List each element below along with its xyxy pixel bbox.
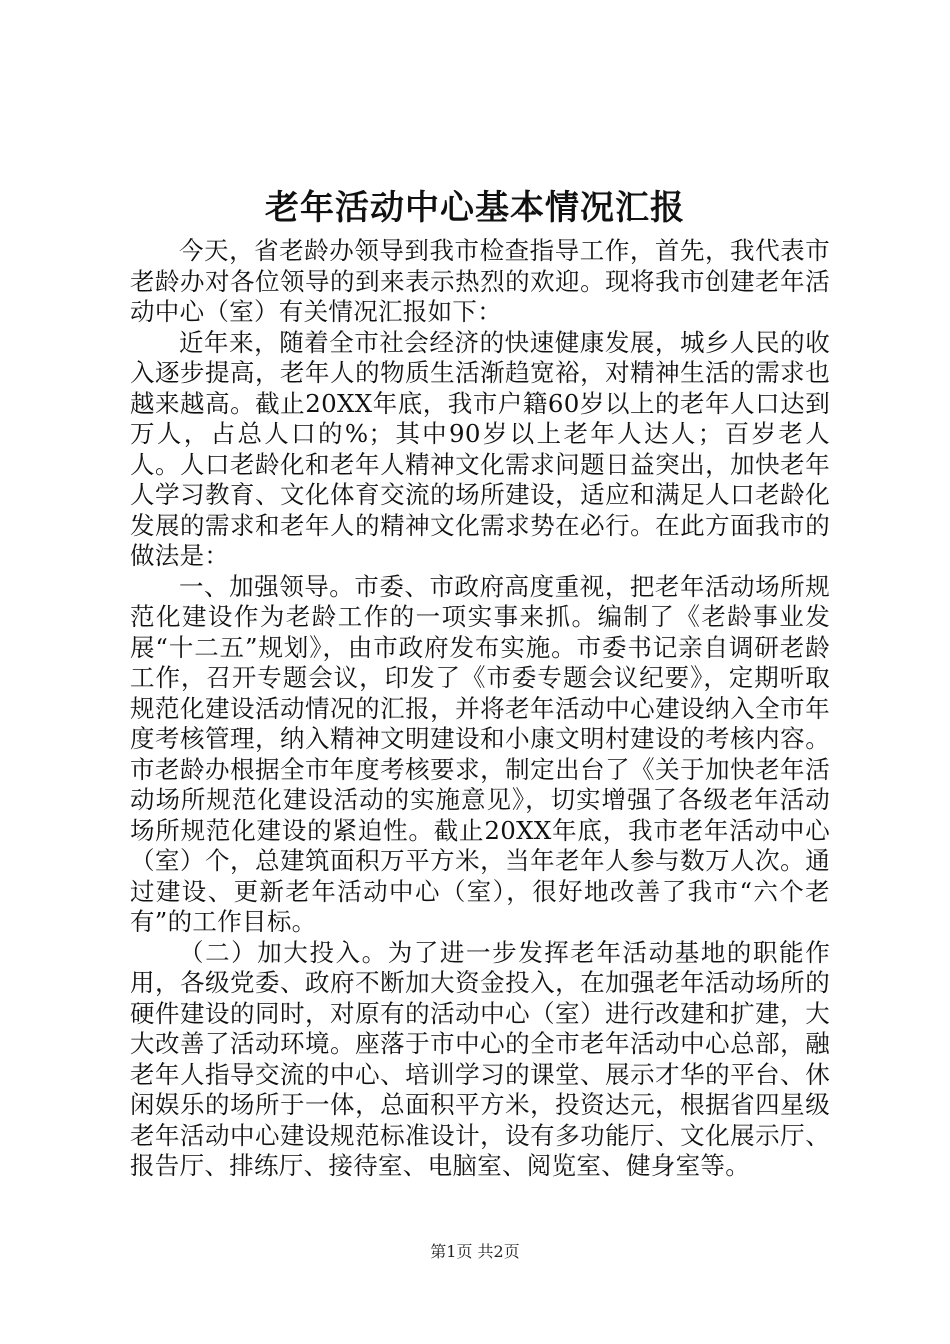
document-title: 老年活动中心基本情况汇报 (265, 188, 685, 228)
paragraph-background: 近年来，随着全市社会经济的快速健康发展，城乡人民的收入逐步提高，老年人的物质生活渐趋宽裕，对精神生活的需求也越来越高。截止20XX年底，我市户籍60岁以上的老年人口达到万人，占总人口的%；其中90岁以上老年人达人；百岁老人人。人口老龄化和老年人精神文化需求问题日益突出，加快老年人学习教育、文化体育交流的场所建设，适应和满足人口老龄化发展的需求和老年人的精神文化需求势在必行。在此方面我市的做法是： (130, 327, 830, 570)
paragraph-leadership: 一、加强领导。市委、市政府高度重视，把老年活动场所规范化建设作为老龄工作的一项实事来抓。编制了《老龄事业发展“十二五”规划》，由市政府发布实施。市委书记亲自调研老龄工作，召开专题会议，印发了《市委专题会议纪要》，定期听取规范化建设活动情况的汇报，并将老年活动中心建设纳入全市年度考核管理，纳入精神文明建设和小康文明村建设的考核内容。市老龄办根据全市年度考核要求，制定出台了《关于加快老年活动场所规范化建设活动的实施意见》，切实增强了各级老年活动场所规范化建设的紧迫性。截止20XX年底，我市老年活动中心（室）个，总建筑面积万平方米，当年老年人参与数万人次。通过建设、更新老年活动中心（室），很好地改善了我市“六个老有”的工作目标。 (130, 571, 830, 936)
page-number-footer: 第1页 共2页 (430, 1242, 520, 1261)
paragraph-intro: 今天，省老龄办领导到我市检查指导工作，首先，我代表市老龄办对各位领导的到来表示热烈的欢迎。现将我市创建老年活动中心（室）有关情况汇报如下： (130, 236, 830, 326)
paragraph-investment: （二）加大投入。为了进一步发挥老年活动基地的职能作用，各级党委、政府不断加大资金投入，在加强老年活动场所的硬件建设的同时，对原有的活动中心（室）进行改建和扩建，大大改善了活动环境。座落于市中心的全市老年活动中心总部，融老年人指导交流的中心、培训学习的课堂、展示才华的平台、休闲娱乐的场所于一体，总面积平方米，投资达元，根据省四星级老年活动中心建设规范标准设计，设有多功能厅、文化展示厅、报告厅、排练厅、接待室、电脑室、阅览室、健身室等。 (130, 937, 830, 1180)
document-body (130, 236, 830, 1182)
